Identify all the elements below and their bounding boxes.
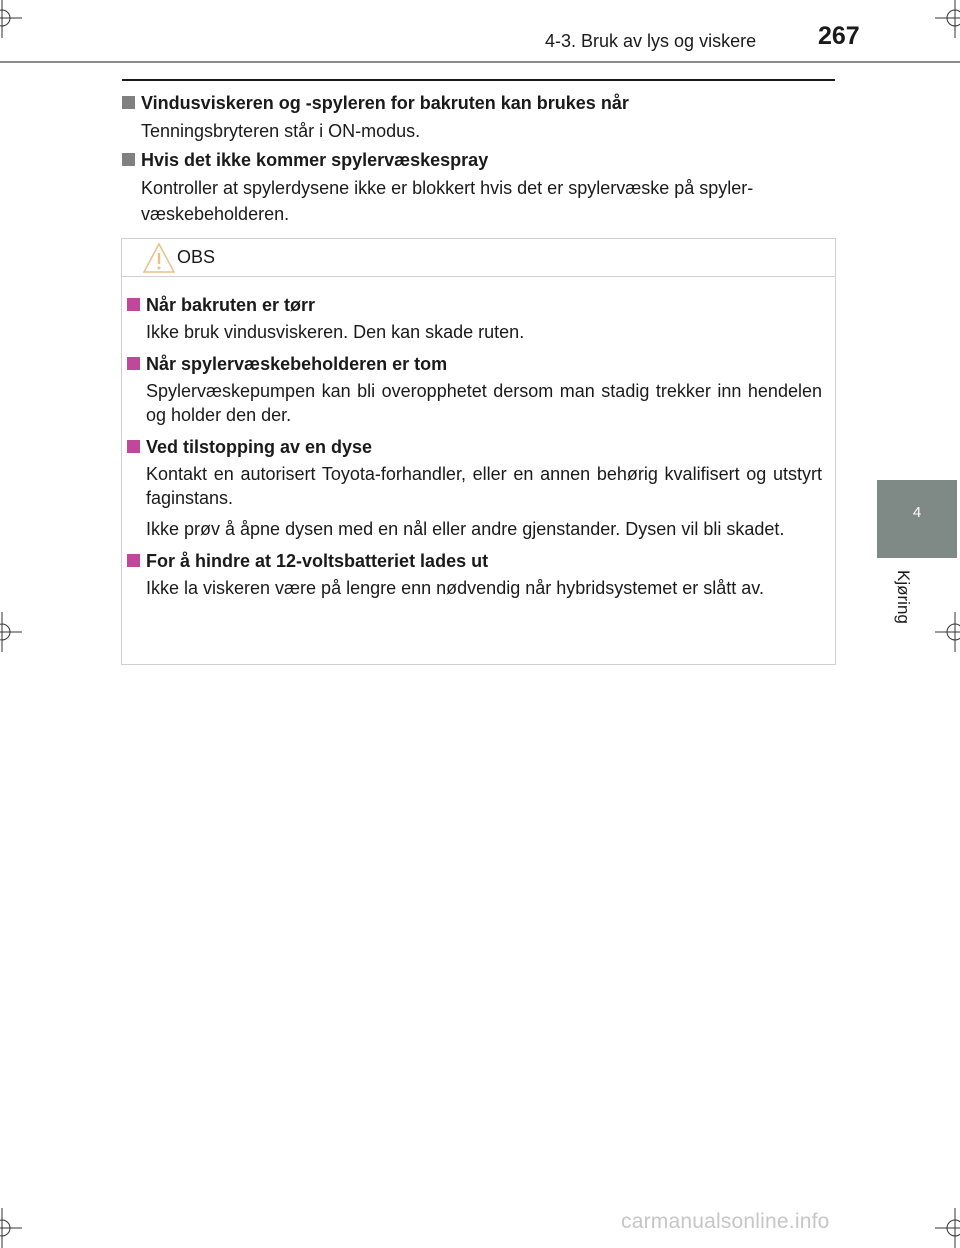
notice-item-heading <box>127 351 822 377</box>
crop-mark-top-right <box>935 0 960 38</box>
notice-item-heading-text: Ved tilstopping av en dyse <box>146 437 373 457</box>
info-item-body: Kontroller at spylerdysene ikke er blokkert hvis det er spylervæske på spylervæskebeholderen. <box>141 178 754 224</box>
crop-mark-top-left <box>0 0 22 38</box>
notice-item-heading-text: Når bakruten er tørr <box>146 295 316 315</box>
notice-item-heading-text: For å hindre at 12-voltsbatteriet lades ut <box>146 551 489 571</box>
notice-item-heading <box>127 548 822 574</box>
notice-body <box>127 292 822 607</box>
notice-item-heading <box>127 292 822 318</box>
notice-item-paragraph: Ikke la viskeren være på lengre enn nødvendig når hybridsystemet er slått av. <box>146 578 764 598</box>
notice-label: OBS <box>177 247 216 267</box>
notice-box <box>121 238 836 665</box>
square-bullet-icon <box>122 153 135 166</box>
notice-item-heading-text: Når spylervæskebeholderen er tom <box>146 354 448 374</box>
square-bullet-icon <box>127 357 140 370</box>
info-item-heading-text: Hvis det ikke kommer spylervæskespray <box>141 150 489 170</box>
header-rule <box>0 61 960 63</box>
warning-triangle-icon <box>142 242 176 274</box>
watermark: carmanualsonline.info <box>621 1210 830 1233</box>
crop-mark-bottom-right <box>935 1208 960 1248</box>
notice-item <box>127 351 822 427</box>
square-bullet-icon <box>127 298 140 311</box>
notice-item <box>127 548 822 600</box>
crop-mark-bottom-left <box>0 1208 22 1248</box>
info-item-no-washer-spray <box>122 147 835 227</box>
chapter-label: Kjøring <box>894 570 913 624</box>
notice-item-paragraph: Ikke bruk vindusviskeren. Den kan skade ruten. <box>146 322 525 342</box>
notice-item-paragraph: Spylervæskepumpen kan bli overopphetet dersom man stadig trekker inn hendelen og holder den der. <box>146 381 822 425</box>
info-item-rear-wiper-usable <box>122 90 835 144</box>
notice-item-paragraph: Kontakt en autorisert Toyota-forhandler, eller en annen behørig kvalifisert og utstyrt faginstans. <box>146 464 822 508</box>
crop-mark-mid-left <box>0 612 22 652</box>
notice-item-paragraph: Ikke prøv å åpne dysen med en nål eller andre gjenstander. Dysen vil bli skadet. <box>146 519 785 539</box>
crop-mark-mid-right <box>935 612 960 652</box>
notice-item <box>127 292 822 344</box>
square-bullet-icon <box>122 96 135 109</box>
info-item-heading <box>122 90 835 116</box>
square-bullet-icon <box>127 440 140 453</box>
notice-header <box>122 239 835 277</box>
square-bullet-icon <box>127 554 140 567</box>
page-number: 267 <box>818 22 860 50</box>
content-rule <box>122 79 835 81</box>
notice-item <box>127 434 822 541</box>
chapter-number: 4 <box>912 504 922 521</box>
notice-item-heading <box>127 434 822 460</box>
section-title: 4-3. Bruk av lys og viskere <box>545 31 757 51</box>
info-item-body: Tenningsbryteren står i ON-modus. <box>141 121 421 141</box>
info-item-heading <box>122 147 835 173</box>
info-item-heading-text: Vindusviskeren og -spyleren for bakruten kan brukes når <box>141 93 629 113</box>
chapter-tab <box>877 480 957 558</box>
